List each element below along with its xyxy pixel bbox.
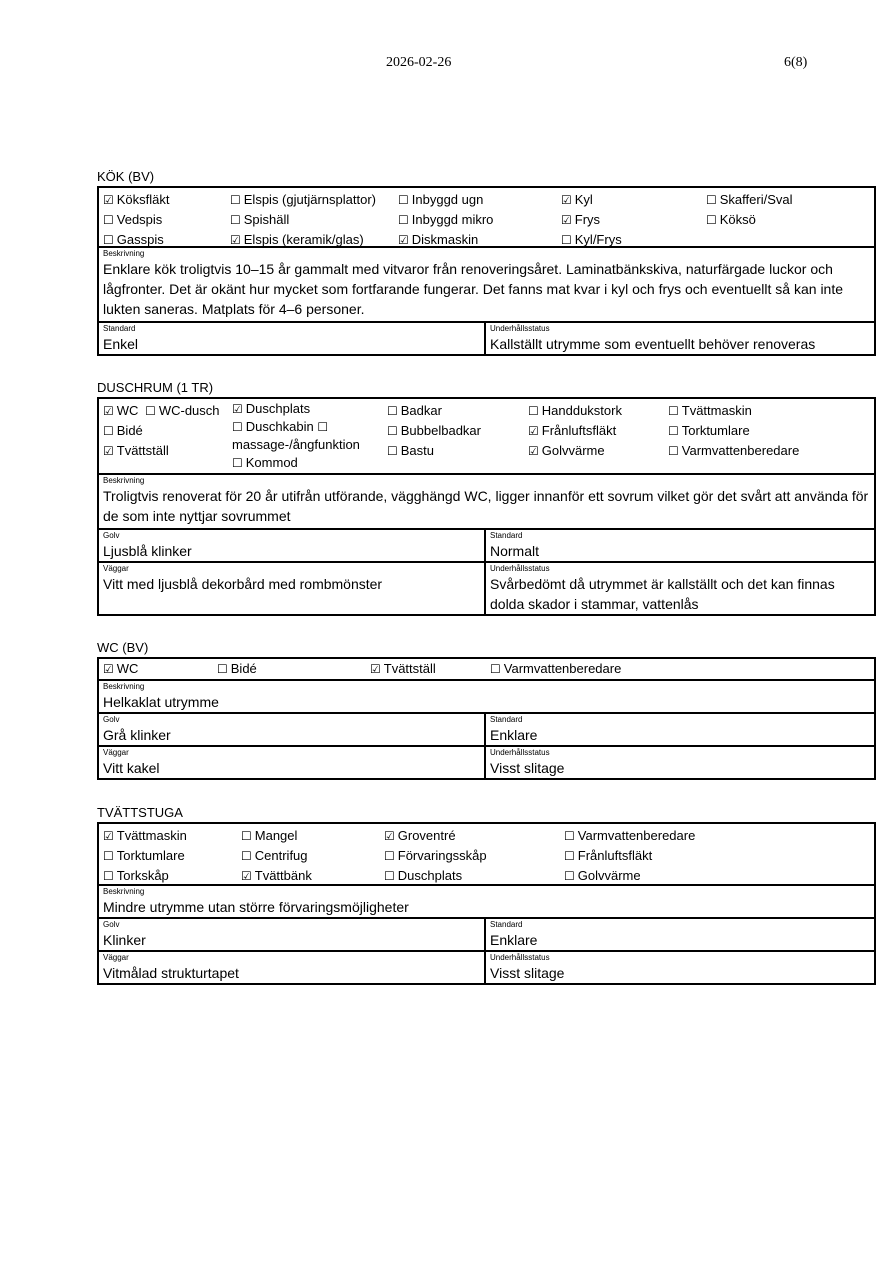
checkbox-icon: ☑ — [370, 662, 381, 676]
field-label: Standard — [490, 531, 523, 540]
checkbox-item[interactable] — [230, 190, 376, 210]
field-value: Visst slitage — [490, 760, 565, 776]
checkbox-label: Tvättmaskin — [116, 828, 187, 843]
checkbox-label: Frånluftsfläkt — [541, 423, 617, 438]
checkbox-item[interactable] — [561, 210, 622, 230]
golv-field — [99, 530, 486, 561]
checkbox-item[interactable] — [384, 826, 487, 846]
checkbox-icon: ☑ — [384, 829, 395, 843]
checkbox-icon: ☐ — [232, 456, 243, 470]
checkbox-label: Inbyggd mikro — [411, 212, 494, 227]
underhall-field — [486, 563, 874, 614]
checkbox-label: Torkskåp — [116, 868, 169, 883]
checkbox-column — [668, 401, 799, 461]
checkbox-item[interactable] — [561, 190, 622, 210]
checkbox-icon: ☑ — [528, 444, 539, 458]
checkbox-label: Skafferi/Sval — [719, 192, 793, 207]
section-tvattstuga — [97, 805, 876, 985]
checkbox-icon: ☑ — [561, 213, 572, 227]
checkbox-label: Kyl — [574, 192, 593, 207]
checkbox-icon: ☐ — [145, 404, 156, 418]
checkbox-label: Varmvattenberedare — [681, 443, 800, 458]
checkbox-icon: ☐ — [564, 829, 575, 843]
checkbox-icon: ☐ — [217, 662, 228, 676]
field-row — [99, 714, 874, 747]
field-label: Standard — [103, 324, 136, 333]
field-value: Helkaklat utrymme — [103, 694, 219, 710]
checkbox-item[interactable] — [232, 454, 360, 472]
vaggar-field — [99, 563, 486, 614]
beskrivning-field — [99, 887, 874, 919]
checkbox-icon: ☐ — [706, 193, 717, 207]
checkbox-item[interactable] — [528, 401, 622, 421]
checkbox-label: Bidé — [230, 661, 257, 676]
field-value: Vitt kakel — [103, 760, 160, 776]
checkbox-item[interactable] — [103, 441, 220, 461]
checkbox-icon: ☐ — [241, 849, 252, 863]
checkbox-icon: ☐ — [668, 404, 679, 418]
checkbox-label: Vedspis — [116, 212, 163, 227]
field-row — [99, 323, 874, 354]
checkbox-item[interactable] — [103, 826, 187, 846]
field-label: Golv — [103, 715, 120, 724]
checkbox-label: WC-dusch — [158, 403, 220, 418]
checkbox-icon: ☐ — [387, 444, 398, 458]
checkbox-icon: ☐ — [103, 233, 114, 247]
checkbox-icon: ☑ — [230, 233, 241, 247]
checkbox-label: massage-/ångfunktion — [232, 437, 360, 452]
beskrivning-field — [99, 682, 874, 714]
beskrivning-field — [99, 249, 874, 323]
checkbox-icon: ☑ — [528, 424, 539, 438]
checkbox-label: Bidé — [116, 423, 143, 438]
checkbox-column — [528, 401, 622, 461]
vaggar-field — [99, 952, 486, 983]
field-label: Underhållsstatus — [490, 324, 550, 333]
checkbox-item[interactable] — [103, 866, 187, 886]
checkbox-icon: ☑ — [103, 829, 114, 843]
checkbox-label: Gasspis — [116, 232, 164, 247]
field-value: Enklare — [490, 727, 538, 743]
field-value: Normalt — [490, 543, 540, 559]
section-title: TVÄTTSTUGA — [97, 805, 183, 820]
checkbox-label: Varmvattenberedare — [577, 828, 696, 843]
field-label: Väggar — [103, 564, 129, 573]
checkbox-label: Tvättställ — [383, 661, 436, 676]
checkbox-icon: ☐ — [398, 213, 409, 227]
checkbox-column — [103, 659, 138, 679]
checkbox-label: Varmvattenberedare — [503, 661, 622, 676]
field-label: Golv — [103, 920, 120, 929]
section-title: WC (BV) — [97, 640, 149, 655]
checkbox-label: Torktumlare — [116, 848, 185, 863]
checkbox-item[interactable] — [387, 401, 481, 421]
checkbox-label: Diskmaskin — [411, 232, 479, 247]
checkbox-column — [103, 190, 170, 250]
field-label: Väggar — [103, 953, 129, 962]
checkbox-icon: ☐ — [103, 424, 114, 438]
checkbox-item[interactable] — [103, 210, 170, 230]
checkbox-icon: ☐ — [103, 869, 114, 883]
section-title: DUSCHRUM (1 TR) — [97, 380, 214, 395]
checkbox-item[interactable] — [384, 846, 487, 866]
section-title: KÖK (BV) — [97, 169, 155, 184]
checkbox-column — [103, 826, 187, 886]
checkbox-icon: ☑ — [103, 662, 114, 676]
checkbox-icon: ☐ — [317, 420, 329, 434]
checkbox-item[interactable] — [706, 210, 793, 230]
field-value: Enklare — [490, 932, 538, 948]
checkbox-label: Köksfläkt — [116, 192, 170, 207]
header-date: 2026-02-26 — [386, 55, 452, 70]
checkbox-item[interactable] — [217, 659, 257, 679]
checkbox-label: Torktumlare — [681, 423, 750, 438]
checkbox-label: Frys — [574, 212, 601, 227]
checkbox-item[interactable] — [384, 866, 487, 886]
field-label: Underhållsstatus — [490, 748, 550, 757]
field-label: Beskrivning — [103, 887, 145, 896]
checkbox-item[interactable] — [103, 846, 187, 866]
field-value: Svårbedömt då utrymmet är kallställt och det kan finnas dolda skador i stammar, vattenlås — [490, 576, 835, 612]
checkbox-label: Förvaringsskåp — [397, 848, 487, 863]
checkbox-item[interactable] — [561, 230, 622, 250]
standard-field — [99, 323, 486, 354]
checkbox-icon: ☐ — [387, 424, 398, 438]
checkbox-label: WC — [116, 403, 139, 418]
checkbox-item[interactable] — [387, 421, 481, 441]
golv-field — [99, 714, 486, 745]
section-kok — [97, 169, 876, 356]
checkbox-item[interactable] — [528, 421, 622, 441]
checkbox-item[interactable] — [490, 659, 621, 679]
checkbox-item[interactable] — [241, 826, 312, 846]
checkbox-icon: ☐ — [241, 829, 252, 843]
checkbox-label: Inbyggd ugn — [411, 192, 484, 207]
checkbox-label: Badkar — [400, 403, 442, 418]
field-label: Beskrivning — [103, 476, 145, 485]
checkbox-item[interactable] — [668, 441, 799, 461]
checkbox-label: Tvättbänk — [254, 868, 312, 883]
field-label: Underhållsstatus — [490, 564, 550, 573]
field-label: Standard — [490, 715, 523, 724]
duschrum-checkbox-area — [99, 399, 874, 475]
checkbox-item[interactable] — [706, 190, 793, 210]
checkbox-label: Duschplats — [397, 868, 463, 883]
checkbox-label: Bubbelbadkar — [400, 423, 481, 438]
checkbox-label: Centrifug — [254, 848, 308, 863]
field-value: Ljusblå klinker — [103, 543, 192, 559]
checkbox-icon: ☐ — [384, 849, 395, 863]
checkbox-icon: ☑ — [398, 233, 409, 247]
checkbox-item[interactable] — [528, 441, 622, 461]
field-value: Mindre utrymme utan större förvaringsmöjligheter — [103, 899, 409, 915]
checkbox-label: Handdukstork — [541, 403, 622, 418]
checkbox-icon: ☑ — [103, 404, 114, 418]
field-value: Vitt med ljusblå dekorbård med rombmönster — [103, 576, 383, 592]
kok-checkbox-area — [99, 188, 874, 248]
wc-checkbox-area — [99, 659, 874, 681]
field-row — [99, 747, 874, 778]
checkbox-label: WC — [116, 661, 139, 676]
checkbox-icon: ☑ — [241, 869, 252, 883]
field-row — [99, 530, 874, 563]
tvattstuga-box — [97, 822, 876, 985]
checkbox-item[interactable] — [398, 190, 493, 210]
underhall-field — [486, 952, 874, 983]
checkbox-icon: ☑ — [103, 444, 114, 458]
checkbox-icon: ☐ — [103, 849, 114, 863]
standard-field — [486, 714, 874, 745]
checkbox-icon: ☐ — [398, 193, 409, 207]
checkbox-label: Kommod — [245, 455, 298, 470]
checkbox-icon: ☐ — [230, 193, 241, 207]
checkbox-column — [398, 190, 493, 250]
underhall-field — [486, 323, 874, 354]
checkbox-column — [564, 826, 695, 886]
checkbox-item[interactable] — [564, 826, 695, 846]
vaggar-field — [99, 747, 486, 778]
field-label: Golv — [103, 531, 120, 540]
checkbox-icon: ☑ — [232, 402, 243, 416]
duschrum-col2 — [232, 400, 360, 472]
checkbox-item[interactable] — [668, 401, 799, 421]
field-label: Beskrivning — [103, 682, 145, 691]
checkbox-label: Elspis (keramik/glas) — [243, 232, 364, 247]
checkbox-item[interactable] — [398, 210, 493, 230]
golv-field — [99, 919, 486, 950]
checkbox-label: Duschplats — [245, 401, 311, 416]
checkbox-item[interactable] — [103, 190, 170, 210]
checkbox-column — [490, 659, 621, 679]
field-value: Enkel — [103, 336, 139, 352]
tvattstuga-checkbox-area — [99, 824, 874, 886]
checkbox-item[interactable] — [230, 230, 376, 250]
field-value: Troligtvis renoverat för 20 år utifrån utförande, vägghängd WC, ligger innanför ett sovrum vilket gör det svårt att använda för de som inte nyttjar sovrummet — [103, 488, 869, 524]
checkbox-label: Tvättställ — [116, 443, 169, 458]
checkbox-label: Frånluftsfläkt — [577, 848, 653, 863]
field-label: Standard — [490, 920, 523, 929]
checkbox-column — [241, 826, 312, 886]
checkbox-label: Elspis (gjutjärnsplattor) — [243, 192, 376, 207]
checkbox-item[interactable] — [103, 659, 138, 679]
checkbox-label: Duschkabin — [245, 419, 314, 434]
section-duschrum — [97, 380, 876, 616]
checkbox-icon: ☑ — [103, 193, 114, 207]
checkbox-icon: ☐ — [528, 404, 539, 418]
standard-field — [486, 530, 874, 561]
checkbox-column — [561, 190, 622, 250]
checkbox-item[interactable] — [241, 866, 312, 886]
checkbox-column — [384, 826, 487, 886]
field-value: Grå klinker — [103, 727, 171, 743]
wc-box — [97, 657, 876, 780]
checkbox-icon: ☐ — [232, 420, 243, 434]
checkbox-label: Golvvärme — [577, 868, 641, 883]
field-row — [99, 563, 874, 614]
checkbox-item[interactable] — [103, 401, 220, 421]
checkbox-column — [217, 659, 257, 679]
kok-box — [97, 186, 876, 356]
checkbox-item[interactable] — [564, 866, 695, 886]
checkbox-item[interactable] — [370, 659, 436, 679]
checkbox-icon: ☐ — [668, 444, 679, 458]
page-number: 6(8) — [784, 55, 808, 70]
checkbox-label: Spishäll — [243, 212, 290, 227]
field-label: Underhållsstatus — [490, 953, 550, 962]
field-label: Beskrivning — [103, 249, 145, 258]
checkbox-label: Golvvärme — [541, 443, 605, 458]
checkbox-icon: ☑ — [561, 193, 572, 207]
checkbox-item[interactable] — [241, 846, 312, 866]
field-value: Enklare kök troligtvis 10–15 år gammalt med vitvaror från renoveringsåret. Laminatbänkskiva, naturfärgade luckor och lågfronter. Det är okänt hur mycket som fortfarande fungerar. Det fanns mat kvar i kyl och frys och eventuellt så kan inte lukten saneras. Matplats för 4–6 personer. — [103, 261, 844, 317]
field-row — [99, 919, 874, 952]
checkbox-icon: ☐ — [564, 869, 575, 883]
checkbox-icon: ☐ — [490, 662, 501, 676]
checkbox-column — [387, 401, 481, 461]
underhall-field — [486, 747, 874, 778]
checkbox-icon: ☐ — [668, 424, 679, 438]
checkbox-label: Tvättmaskin — [681, 403, 752, 418]
field-row — [99, 952, 874, 983]
checkbox-icon: ☐ — [230, 213, 241, 227]
checkbox-item[interactable] — [232, 400, 360, 418]
checkbox-item[interactable] — [232, 418, 360, 436]
checkbox-icon: ☐ — [706, 213, 717, 227]
checkbox-item[interactable] — [668, 421, 799, 441]
field-value: Klinker — [103, 932, 146, 948]
checkbox-column — [706, 190, 793, 230]
checkbox-item[interactable] — [103, 230, 170, 250]
checkbox-item[interactable] — [398, 230, 493, 250]
checkbox-label: Kyl/Frys — [574, 232, 622, 247]
checkbox-icon: ☐ — [387, 404, 398, 418]
standard-field — [486, 919, 874, 950]
field-label: Väggar — [103, 748, 129, 757]
section-wc — [97, 640, 876, 780]
checkbox-column — [370, 659, 436, 679]
field-value: Kallställt utrymme som eventuellt behöver renoveras — [490, 336, 816, 352]
field-value: Visst slitage — [490, 965, 565, 981]
duschrum-col1 — [103, 401, 220, 461]
beskrivning-field — [99, 476, 874, 530]
checkbox-icon: ☐ — [384, 869, 395, 883]
checkbox-item[interactable] — [230, 210, 376, 230]
checkbox-icon: ☐ — [103, 213, 114, 227]
checkbox-icon: ☐ — [564, 849, 575, 863]
checkbox-label: Mangel — [254, 828, 298, 843]
checkbox-item[interactable] — [103, 421, 220, 441]
field-value: Vitmålad strukturtapet — [103, 965, 239, 981]
checkbox-label: Bastu — [400, 443, 435, 458]
checkbox-label: Groventré — [397, 828, 456, 843]
duschrum-box — [97, 397, 876, 616]
checkbox-label: Köksö — [719, 212, 756, 227]
checkbox-icon: ☐ — [561, 233, 572, 247]
checkbox-column — [230, 190, 376, 250]
checkbox-item[interactable] — [387, 441, 481, 461]
checkbox-item[interactable] — [564, 846, 695, 866]
